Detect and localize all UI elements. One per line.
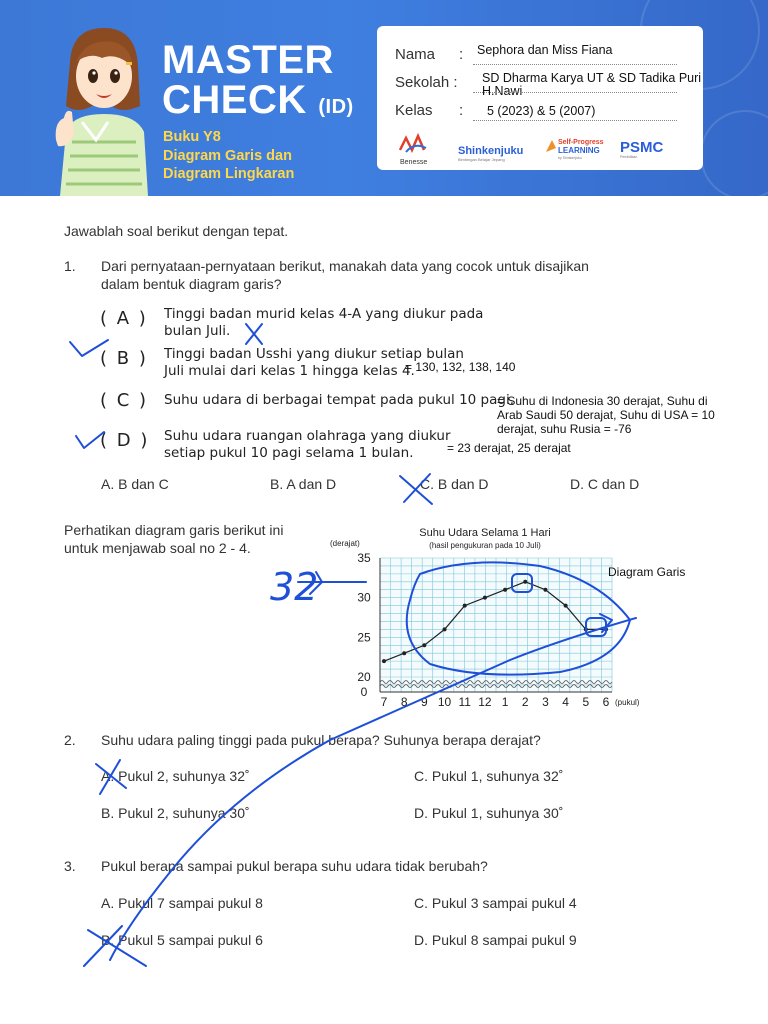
- chart-x-tick-label: 3: [542, 695, 549, 709]
- chart-data-point: [483, 596, 487, 600]
- statement-a-label: ( A ): [100, 308, 148, 329]
- chart-y-tick-label: 0: [360, 685, 368, 699]
- kelas-value: 5 (2023) & 5 (2007): [487, 104, 596, 118]
- q1-text-line2: dalam bentuk diagram garis?: [101, 276, 282, 292]
- chart-x-tick-label: 5: [582, 695, 590, 709]
- nama-colon: :: [459, 46, 464, 63]
- chart-ylabel: (derajat): [330, 539, 360, 548]
- svg-text:PSMC: PSMC: [620, 139, 664, 156]
- q2-text: Suhu udara paling tinggi pada pukul berapa? Suhunya berapa derajat?: [101, 732, 541, 748]
- q1-answer-a[interactable]: A. B dan C: [101, 476, 169, 492]
- kelas-colon: :: [459, 102, 464, 119]
- handwritten-32: 32: [270, 565, 319, 609]
- chart-x-tick-label: 7: [380, 695, 388, 709]
- mascot-girl-illustration: [52, 22, 152, 196]
- chart-y-tick-label: 30: [357, 590, 371, 605]
- statement-a-text: Tinggi badan murid kelas 4-A yang diukur pada bulan Juli.: [164, 306, 484, 339]
- note-d: = 23 derajat, 25 derajat: [447, 441, 571, 455]
- svg-text:Shinkenjuku: Shinkenjuku: [458, 145, 524, 157]
- svg-text:Bimbingan Belajar Jepang: Bimbingan Belajar Jepang: [458, 157, 505, 162]
- brand-line-2: CHECK (ID): [162, 78, 354, 122]
- sekolah-value: SD Dharma Karya UT & SD Tadika Puri H.Nawi: [482, 71, 702, 98]
- q2-option-d[interactable]: D. Pukul 1, suhunya 30˚: [414, 805, 564, 821]
- statement-d-label: ( D ): [100, 430, 150, 451]
- chart-x-tick-label: 1: [501, 695, 509, 709]
- brand-suffix: (ID): [318, 96, 354, 118]
- chart-data-point: [422, 643, 426, 647]
- chart-data-point: [543, 588, 547, 592]
- chart-x-tick-label: 4: [562, 695, 569, 709]
- chart-intro-line2: untuk menjawab soal no 2 - 4.: [64, 540, 251, 556]
- header-banner: [0, 0, 768, 196]
- chart-x-ticks: [381, 695, 610, 709]
- chart-x-tick-label: 2: [521, 695, 529, 709]
- q2-option-a[interactable]: A. Pukul 2, suhunya 32˚: [101, 768, 250, 784]
- chart-y-ticks: [357, 551, 371, 699]
- chart-intro-line1: Perhatikan diagram garis berikut ini: [64, 522, 284, 538]
- chart-y-tick-label: 35: [357, 551, 371, 565]
- statement-d-text: Suhu udara ruangan olahraga yang diukur setiap pukul 10 pagi selama 1 bulan.: [164, 428, 451, 461]
- benesse-logo: [400, 136, 427, 166]
- sekolah-dotted-line: [473, 92, 677, 93]
- q3-option-c[interactable]: C. Pukul 3 sampai pukul 4: [414, 895, 577, 911]
- diagram-garis-annotation: Diagram Garis: [608, 565, 686, 579]
- statement-b-text: Tinggi badan Usshi yang diukur setiap bulan Juli mulai dari kelas 1 hingga kelas 4.: [164, 346, 464, 379]
- chart-data-point: [382, 659, 386, 663]
- statement-b-label: ( B ): [100, 348, 148, 369]
- chart-data-point: [564, 604, 568, 608]
- chart-data-point: [523, 580, 527, 584]
- chart-x-tick-label: 11: [458, 695, 471, 709]
- chart-x-tick-label: 9: [421, 695, 428, 709]
- q2-option-c[interactable]: C. Pukul 1, suhunya 32˚: [414, 768, 564, 784]
- chart-xlabel: (pukul): [615, 698, 640, 707]
- statement-c-text: Suhu udara di berbagai tempat pada pukul 10 pagi.: [164, 392, 515, 408]
- chart-title: Suhu Udara Selama 1 Hari: [419, 527, 551, 539]
- svg-text:Pendidikan: Pendidikan: [620, 155, 638, 159]
- chart-data-point: [604, 627, 608, 631]
- note-b: = 130, 132, 138, 140: [405, 360, 516, 374]
- svg-text:by Shinkenjuku: by Shinkenjuku: [558, 156, 582, 160]
- chart-data-point: [402, 651, 406, 655]
- chart-data-point: [503, 588, 507, 592]
- brand-logo: [162, 40, 354, 120]
- partner-logos: [398, 132, 688, 166]
- svg-text:Benesse: Benesse: [400, 159, 428, 166]
- line-chart: [320, 520, 650, 715]
- chart-y-tick-label: 25: [357, 630, 371, 645]
- q3-text: Pukul berapa sampai pukul berapa suhu udara tidak berubah?: [101, 858, 488, 874]
- kelas-label: Kelas: [395, 102, 433, 119]
- kelas-dotted-line: [473, 120, 677, 121]
- nama-label: Nama: [395, 46, 436, 63]
- q1-answer-d[interactable]: D. C dan D: [570, 476, 640, 492]
- chart-data-point: [443, 627, 447, 631]
- q3-option-d[interactable]: D. Pukul 8 sampai pukul 9: [414, 932, 577, 948]
- psmc-logo: [620, 139, 664, 159]
- q3-option-a[interactable]: A. Pukul 7 sampai pukul 8: [101, 895, 263, 911]
- shinkenjuku-logo: [458, 145, 523, 162]
- q1-number: 1.: [64, 258, 76, 274]
- q2-number: 2.: [64, 732, 76, 748]
- chart-data-point: [584, 627, 588, 631]
- self-progress-learning-logo: [546, 139, 604, 160]
- note-c: = Suhu di Indonesia 30 derajat, Suhu di Arab Saudi 50 derajat, Suhu di USA = 10 derajat, suhu Rusia = -76: [497, 394, 715, 436]
- svg-text:Self-Progress: Self-Progress: [558, 139, 604, 146]
- chart-subtitle: (hasil pengukuran pada 10 Juli): [429, 541, 541, 550]
- chart-data-point: [463, 604, 467, 608]
- chart-grid: [380, 558, 612, 692]
- q3-number: 3.: [64, 858, 76, 874]
- svg-text:LEARNING: LEARNING: [558, 146, 600, 155]
- nama-dotted-line: [473, 64, 677, 65]
- sekolah-label: Sekolah :: [395, 74, 458, 91]
- q1-answer-c[interactable]: C. B dan D: [420, 476, 489, 492]
- chart-x-tick-label: 10: [437, 695, 452, 709]
- q2-option-b[interactable]: B. Pukul 2, suhunya 30˚: [101, 805, 250, 821]
- q1-answer-b[interactable]: B. A dan D: [270, 476, 337, 492]
- q1-text-line1: Dari pernyataan-pernyataan berikut, manakah data yang cocok untuk disajikan: [101, 258, 589, 274]
- nama-value: Sephora dan Miss Fiana: [477, 43, 613, 57]
- statement-c-label: ( C ): [100, 390, 149, 411]
- q3-option-b[interactable]: B. Pukul 5 sampai pukul 6: [101, 932, 263, 948]
- chart-y-tick-label: 20: [357, 670, 371, 684]
- chart-x-tick-label: 8: [400, 695, 408, 709]
- brand-line-1: MASTER: [162, 38, 334, 82]
- instruction-text: Jawablah soal berikut dengan tepat.: [64, 223, 289, 239]
- decoration-circle: [700, 110, 768, 196]
- chart-x-tick-label: 6: [602, 695, 610, 709]
- book-title: Buku Y8 Diagram Garis dan Diagram Lingkaran: [163, 129, 295, 182]
- chart-x-tick-label: 12: [478, 695, 492, 709]
